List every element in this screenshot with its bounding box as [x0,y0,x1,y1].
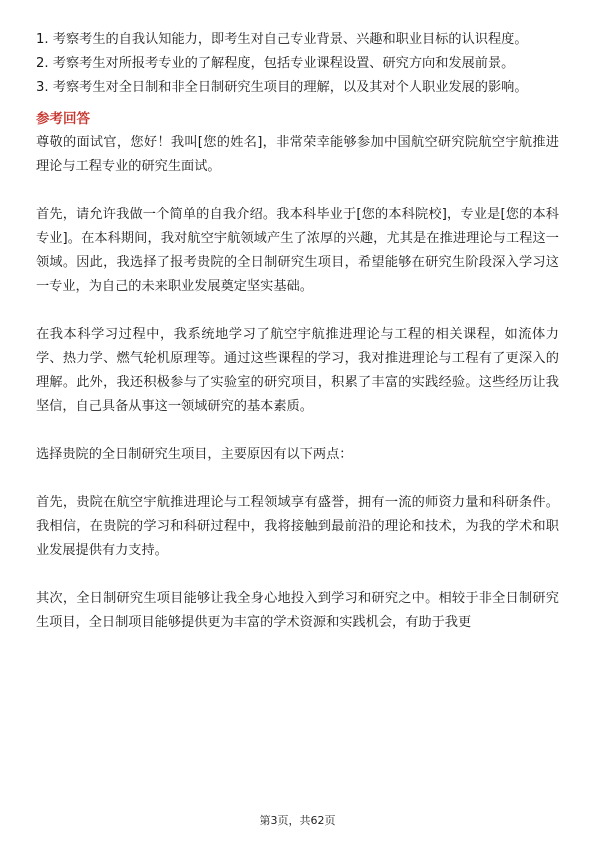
list-item: 3. 考察考生对全日制和非全日制研究生项目的理解，以及其对个人职业发展的影响。 [36,80,528,95]
answer-paragraph: 在我本科学习过程中，我系统地学习了航空宇航推进理论与工程的相关课程，如流体力学、热力学、燃气轮机原理等。通过这些课程的学习，我对推进理论与工程有了更深入的理解。此外，我还积极参与了实验室的研究项目，积累了丰富的实践经验。这些经历让我坚信，自己具备从事这一领域研究的基本素质。 [36,327,559,414]
answer-paragraph: 首先，请允许我做一个简单的自我介绍。我本科毕业于[您的本科院校]，专业是[您的本科专业]。在本科期间，我对航空宇航领域产生了浓厚的兴趣，尤其是在推进理论与工程这一领域。因此，我选择了报考贵院的全日制研究生项目，希望能够在研究生阶段深入学习这一专业，为自己的未来职业发展奠定坚实基础。 [36,207,559,294]
assessment-points-list [36,28,559,100]
answer-heading: 参考回答 [36,111,90,127]
list-item: 2. 考察考生对所报考专业的了解程度，包括专业课程设置、研究方向和发展前景。 [36,56,515,71]
page-number-footer: 第3页，共62页 [259,814,336,827]
answer-paragraph: 选择贵院的全日制研究生项目，主要原因有以下两点： [36,447,353,462]
document-page [36,28,559,635]
answer-paragraph: 尊敬的面试官，您好！我叫[您的姓名]，非常荣幸能够参加中国航空研究院航空宇航推进理论与工程专业的研究生面试。 [36,135,559,174]
list-item: 1. 考察考生的自我认知能力，即考生对自己专业背景、兴趣和职业目标的认识程度。 [36,32,528,47]
answer-paragraph: 首先，贵院在航空宇航推进理论与工程领域享有盛誉，拥有一流的师资力量和科研条件。我相信，在贵院的学习和科研过程中，我将接触到最前沿的理论和技术，为我的学术和职业发展提供有力支持。 [36,495,559,558]
answer-paragraph: 其次，全日制研究生项目能够让我全身心地投入到学习和研究之中。相较于非全日制研究生项目，全日制项目能够提供更为丰富的学术资源和实践机会，有助于我更 [36,591,559,630]
